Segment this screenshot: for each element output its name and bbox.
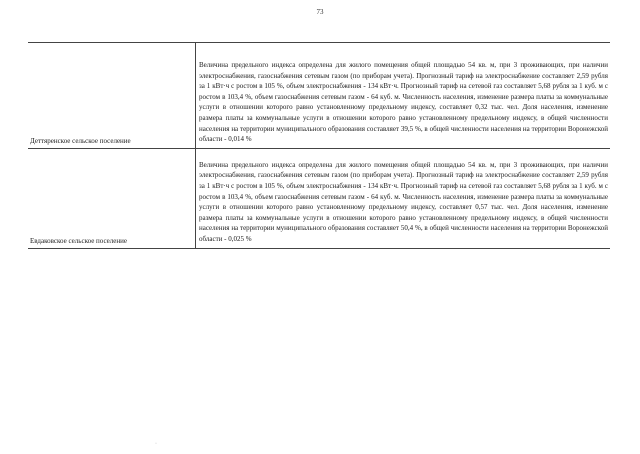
scan-mark: · [155,441,157,447]
settlement-name-text: Евдаковское сельское поселение [30,236,127,245]
settlement-description: Величина предельного индекса определена для жилого помещения общей площадью 54 кв. м, при 3 проживающих, при наличии электроснабжения, газоснабжения сетевым газом (по приборам учета). Прогнозный тариф на электроснабжение составляет 2,59 рубля за 1 кВт·ч с ростом в 105 %, объем электроснабжения - 134 кВт·ч. Прогнозный тариф на сетевой газ составляет 5,68 рубля за 1 куб. м с ростом в 103,4 %, объем газоснабжения сетевым газом - 64 куб. м. Численность населения, изменение размера платы за коммунальные услуги в отношении которого равно установленному предельному индексу, составляет 0,32 тыс. чел. Доля населения, изменение размера платы за коммунальные услуги в отношении которого равно установленному предельному индексу, в общей численности населения на территории муниципального образования составляет 39,5 %, в общей численности населения на территории Воронежской области - 0,014 % [199,61,608,144]
table-row [28,43,610,149]
table-row [28,149,610,249]
settlements-table [28,42,610,249]
settlement-name [28,149,196,248]
page-number: 73 [316,8,324,16]
settlement-name [28,43,196,148]
settlement-name-text: Деттяренское сельское поселение [30,136,131,145]
settlement-description: Величина предельного индекса определена для жилого помещения общей площадью 54 кв. м, при 3 проживающих, при наличии электроснабжения, газоснабжения сетевым газом (по приборам учета). Прогнозный тариф на электроснабжение составляет 2,59 рубля за 1 кВт·ч с ростом в 105 %, объем электроснабжения - 134 кВт·ч. Прогнозный тариф на сетевой газ составляет 5,68 рубля за 1 куб. м с ростом в 103,4 %, объем газоснабжения сетевым газом - 64 куб. м. Численность населения, изменение размера платы за коммунальные услуги в отношении которого равно установленному предельному индексу, составляет 0,57 тыс. чел. Доля населения, изменение размера платы за коммунальные услуги в отношении которого равно установленному предельному индексу, в общей численности населения на территории муниципального образования составляет 50,4 %, в общей численности населения на территории Воронежской области - 0,025 % [199,160,608,243]
